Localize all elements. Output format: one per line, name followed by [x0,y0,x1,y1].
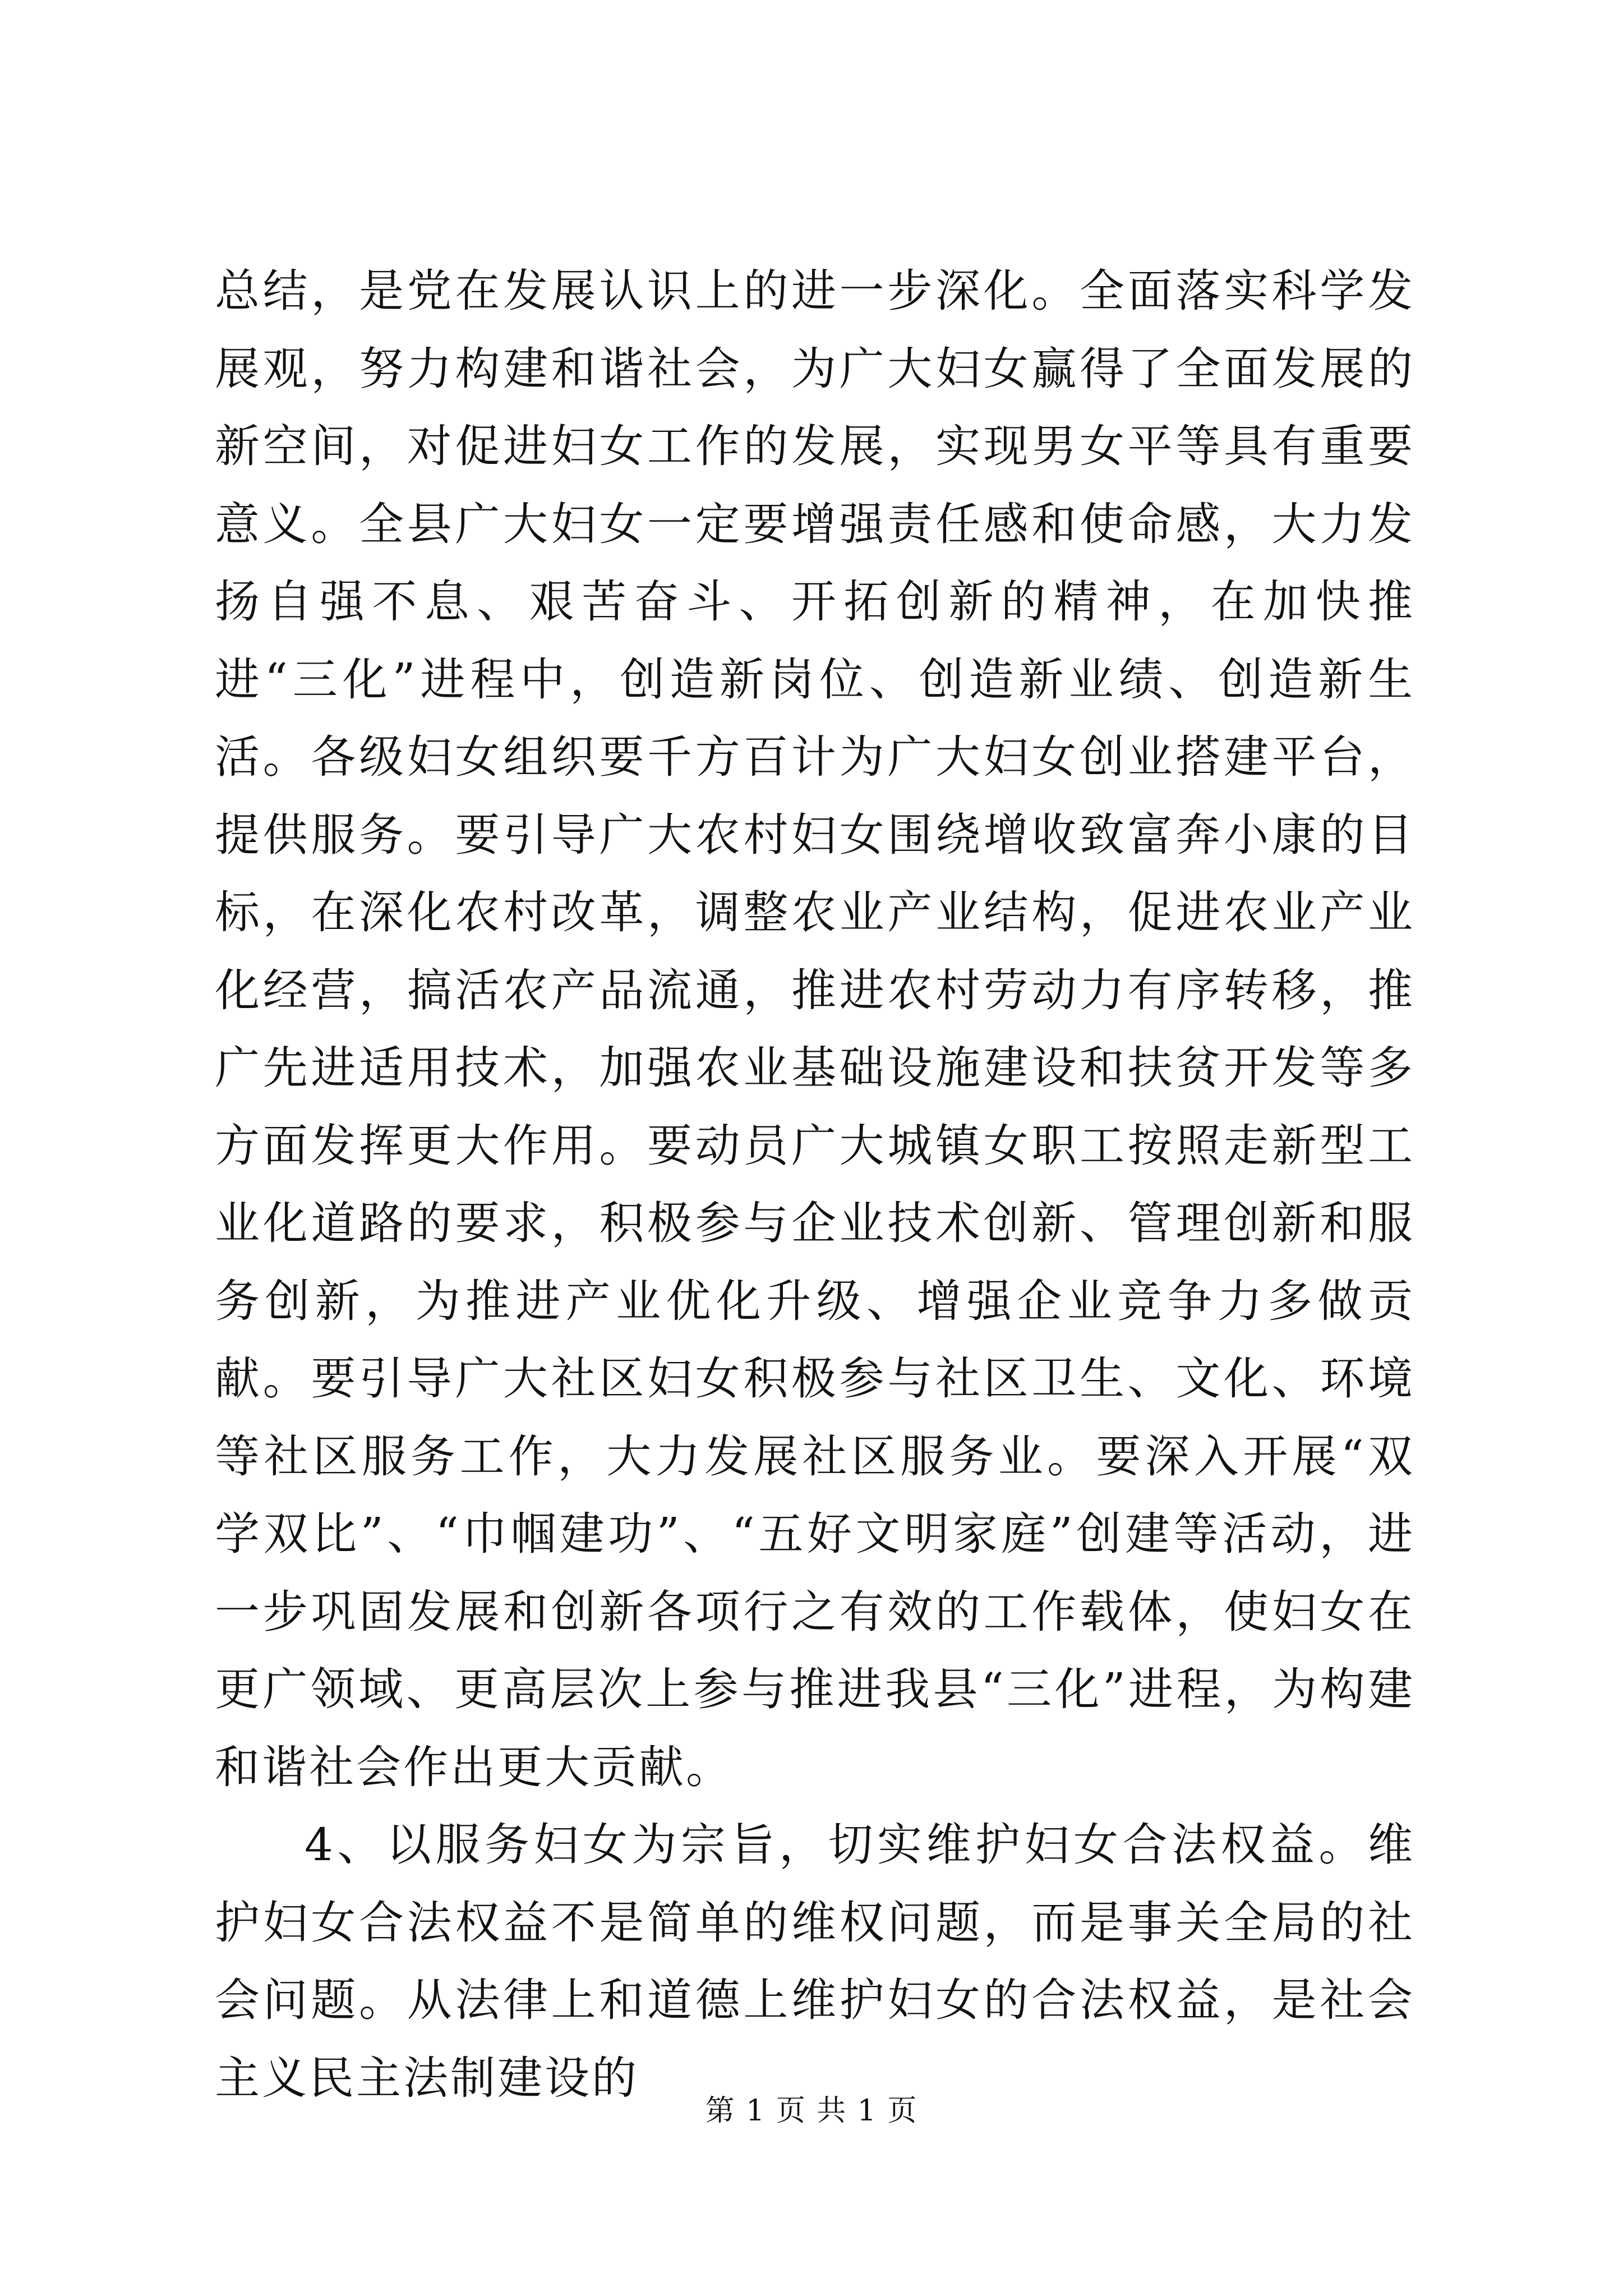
paragraph-continued: 总结，是党在发展认识上的进一步深化。全面落实科学发展观，努力构建和谐社会，为广大妇女赢得了全面发展的新空间，对促进妇女工作的发展，实现男女平等具有重要意义。全县广大妇女一定要增强责任感和使命感，大力发扬自强不息、艰苦奋斗、开拓创新的精神，在加快推进“三化”进程中，创造新岗位、创造新业绩、创造新生活。各级妇女组织要千方百计为广大妇女创业搭建平台，提供服务。要引导广大农村妇女围绕增收致富奔小康的目标，在深化农村改革，调整农业产业结构，促进农业产业化经营，搞活农产品流通，推进农村劳动力有序转移，推广先进适用技术，加强农业基础设施建设和扶贫开发等多方面发挥更大作用。要动员广大城镇女职工按照走新型工业化道路的要求，积极参与企业技术创新、管理创新和服务创新，为推进产业优化升级、增强企业竞争力多做贡献。要引导广大社区妇女积极参与社区卫生、文化、环境等社区服务工作，大力发展社区服务业。要深入开展“双学双比”、“巾帼建功”、“五好文明家庭”创建等活动，进一步巩固发展和创新各项行之有效的工作载体，使妇女在更广领域、更高层次上参与推进我县“三化”进程，为构建和谐社会作出更大贡献。 [215,265,1415,1793]
paragraph-section-4: 4、以服务妇女为宗旨，切实维护妇女合法权益。维护妇女合法权益不是简单的维权问题，而是事关全局的社会问题。从法律上和道德上维护妇女的合法权益，是社会主义民主法制建设的 [215,1819,1415,2104]
page-footer: 第 1 页 共 1 页 [705,2094,918,2128]
document-body [215,252,1415,2117]
